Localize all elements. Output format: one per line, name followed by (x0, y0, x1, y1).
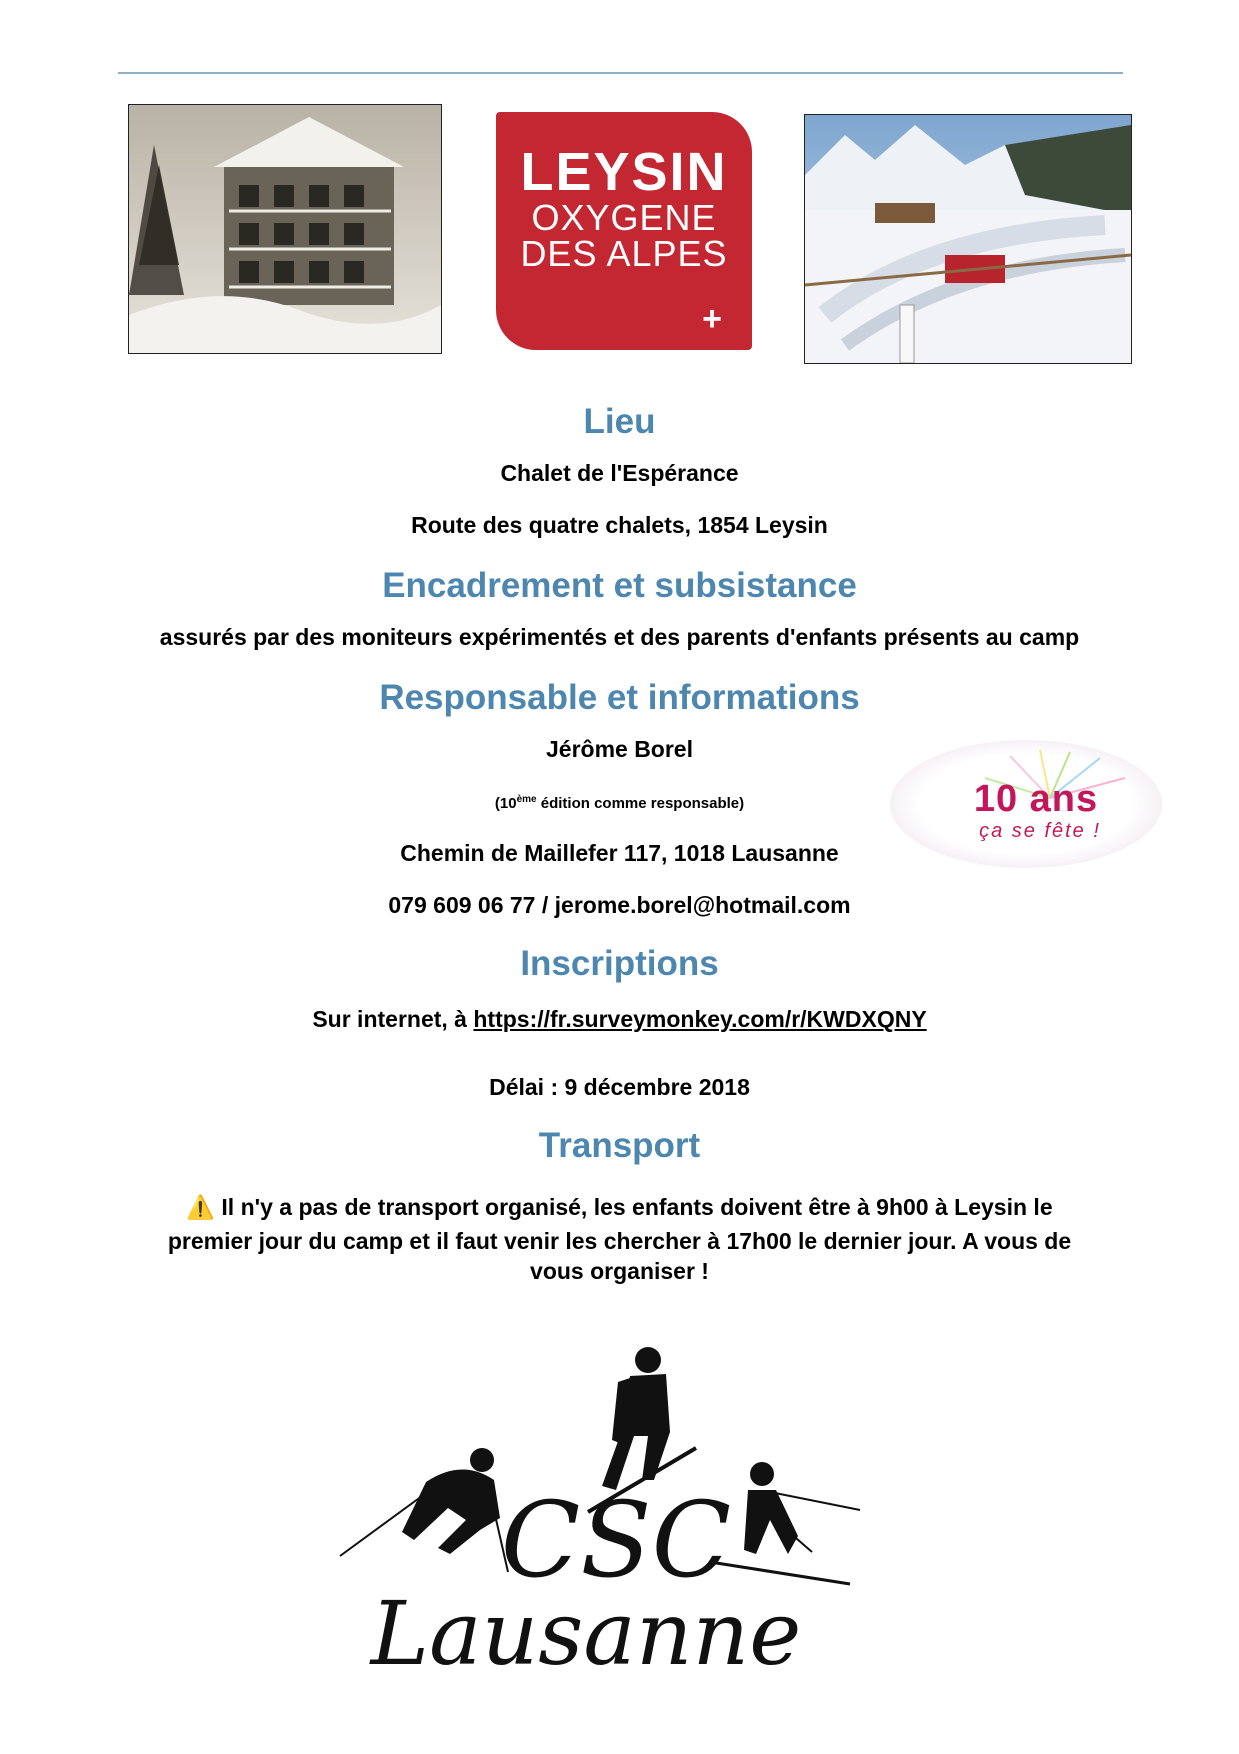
csc-lausanne-logo (330, 1340, 910, 1670)
transport-line-3: vous organiser ! (530, 1258, 709, 1284)
anniversary-badge (890, 740, 1162, 868)
encadrement-text: assurés par des moniteurs expérimentés et des parents d'enfants présents au camp (159, 624, 1080, 650)
chalet-photo (128, 104, 442, 354)
swiss-cross-icon: + (702, 300, 722, 338)
edition-superscript: ème (516, 794, 537, 805)
leysin-logo (496, 112, 752, 350)
skier-right-icon (744, 1462, 798, 1554)
inscriptions-prefix: Sur internet, à (312, 1006, 474, 1032)
logo-line-1: LEYSIN (520, 142, 728, 202)
logo-line-2: OXYGENE (531, 197, 717, 238)
anniversary-subtitle: ça se fête ! (979, 820, 1101, 842)
responsable-address: Chemin de Maillefer 117, 1018 Lausanne (400, 840, 839, 866)
transport-heading: Transport (538, 1126, 701, 1165)
survey-link[interactable]: https://fr.surveymonkey.com/r/KWDXQNY (473, 1006, 927, 1032)
transport-line-1 (0, 1194, 1239, 1221)
snow-piste-photo (804, 114, 1132, 364)
responsable-contact: 079 609 06 77 / jerome.borel@hotmail.com (388, 892, 851, 918)
edition-suffix: édition comme responsable) (536, 795, 745, 812)
edition-prefix: (10 (494, 795, 517, 812)
responsable-heading: Responsable et informations (379, 678, 860, 717)
encadrement-heading: Encadrement et subsistance (382, 566, 857, 605)
transport-text-1: Il n'y a pas de transport organisé, les enfants doivent être à 9h00 à Leysin le (221, 1194, 1053, 1220)
responsable-name: Jérôme Borel (545, 736, 693, 762)
anniversary-title: 10 ans (973, 778, 1099, 820)
lieu-name: Chalet de l'Espérance (500, 460, 739, 486)
inscriptions-heading: Inscriptions (520, 944, 719, 983)
logo-lausanne-text: Lausanne (370, 1582, 802, 1670)
transport-line-2: premier jour du camp et il faut venir les chercher à 17h00 le dernier jour. A vous de (167, 1228, 1072, 1254)
inscriptions-line (0, 1006, 1239, 1033)
lieu-heading: Lieu (583, 402, 656, 441)
logo-line-3: DES ALPES (520, 233, 728, 274)
lieu-address: Route des quatre chalets, 1854 Leysin (411, 512, 828, 538)
top-divider (118, 72, 1123, 74)
warning-icon: ⚠️ (186, 1194, 216, 1220)
logo-csc-text: CSC (500, 1479, 732, 1601)
inscriptions-deadline: Délai : 9 décembre 2018 (489, 1074, 750, 1100)
